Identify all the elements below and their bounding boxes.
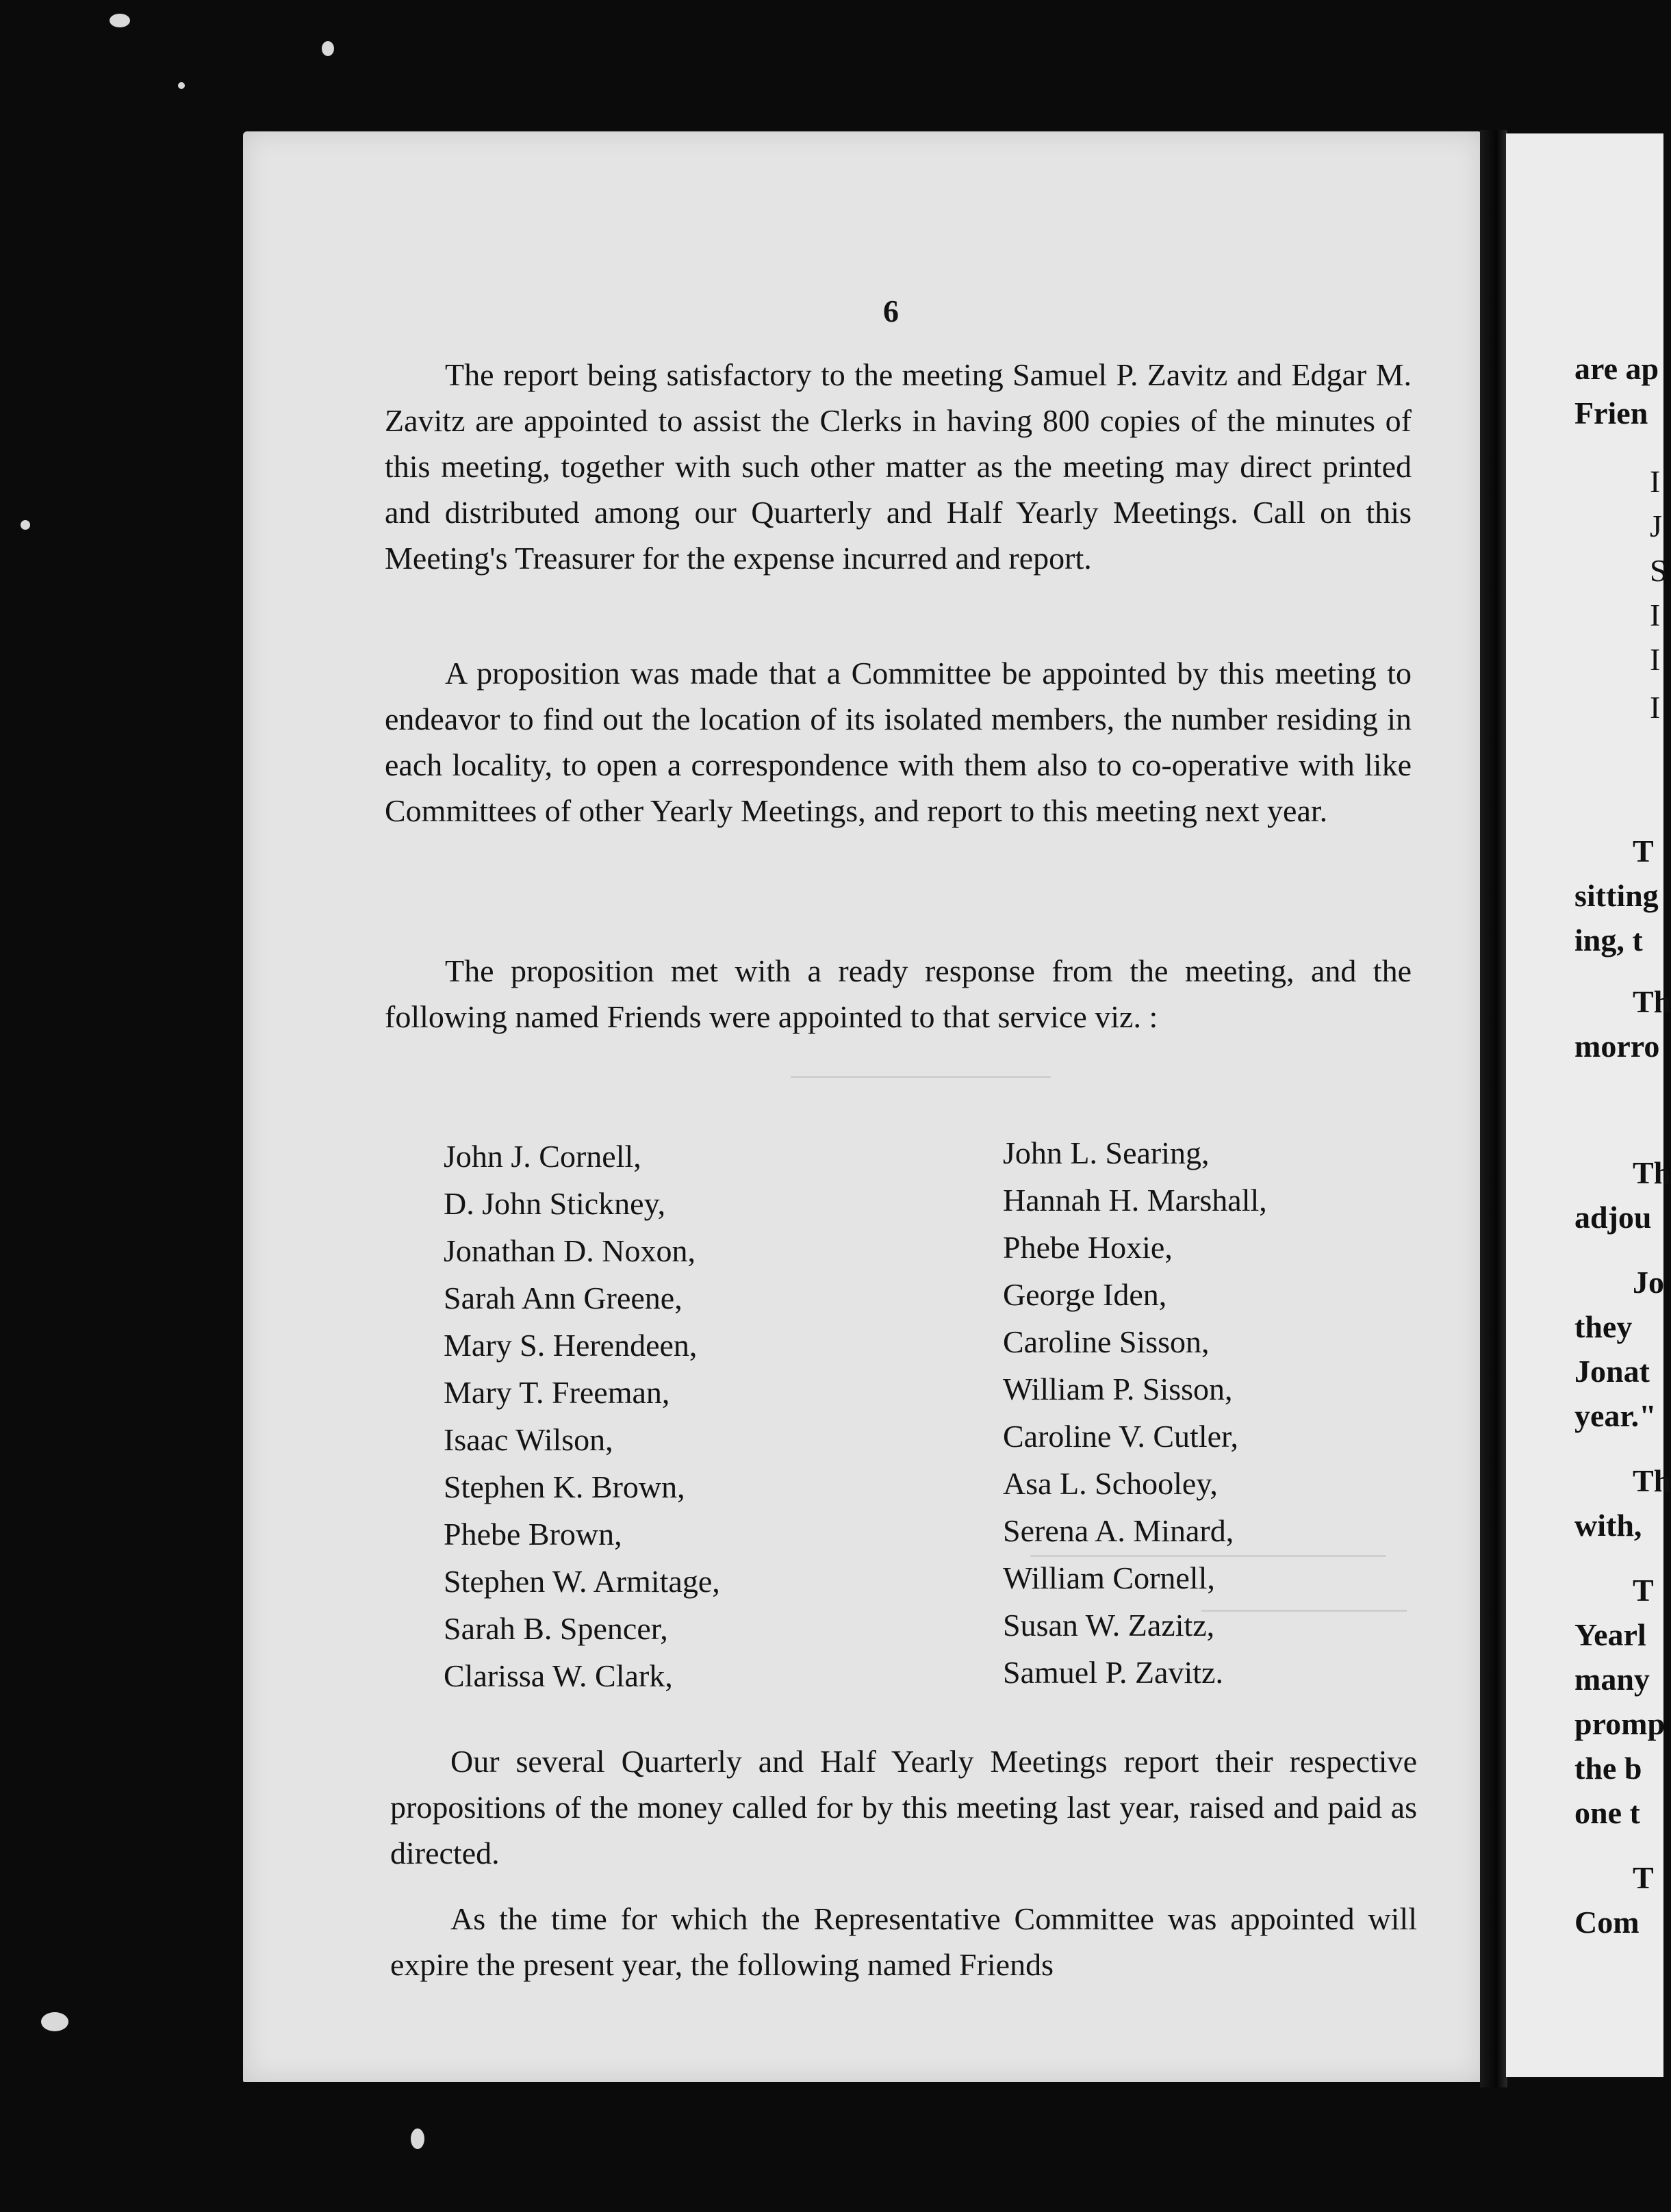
list-item: Stephen K. Brown,: [444, 1469, 685, 1504]
page-number: 6: [883, 294, 899, 329]
facing-page-fragment: T: [1633, 1860, 1654, 1895]
facing-page-fragment: T: [1633, 834, 1654, 869]
dust-speck: [41, 2012, 68, 2031]
dust-speck: [178, 82, 185, 89]
paragraph-quarterly: Our several Quarterly and Half Yearly Meetings report their respective propositions of the money called for by this meeting last year, raised and paid as directed.: [390, 1744, 1417, 1870]
dust-speck: [110, 14, 130, 27]
list-item: John J. Cornell,: [444, 1139, 641, 1174]
list-item: Serena A. Minard,: [1003, 1513, 1234, 1548]
list-item: Caroline V. Cutler,: [1003, 1419, 1238, 1454]
facing-page-fragment: adjou: [1574, 1200, 1652, 1235]
list-item: D. John Stickney,: [444, 1186, 666, 1221]
paragraph-representative: As the time for which the Representative Committee was appointed will expire the present year, the following named Friends: [390, 1901, 1417, 1982]
facing-page-fragment: sitting: [1574, 878, 1659, 913]
dust-speck: [322, 41, 334, 56]
facing-page-fragment: ing, t: [1574, 923, 1643, 957]
facing-page-fragment: I: [1650, 464, 1661, 499]
facing-page-fragment: Jo: [1633, 1265, 1664, 1300]
facing-page-fragment: I: [1650, 597, 1661, 632]
facing-page-fragment: S: [1650, 553, 1668, 588]
facing-page-fragment: year.": [1574, 1398, 1657, 1433]
paragraph-report: The report being satisfactory to the meeting Samuel P. Zavitz and Edgar M. Zavitz are appointed to assist the Clerks in having 800 copies of the minutes of this meeting, together with such other matter as the meeting may direct printed and distributed among our Quarterly and Half Yearly Meetings. Call on this Meeting's Treasurer for the expense incurred and report.: [385, 357, 1412, 576]
list-item: George Iden,: [1003, 1277, 1167, 1312]
dust-speck: [21, 520, 30, 530]
list-item: Mary S. Herendeen,: [444, 1328, 698, 1363]
list-item: Clarissa W. Clark,: [444, 1658, 673, 1693]
facing-page-fragment: many: [1574, 1662, 1650, 1697]
list-item: Mary T. Freeman,: [444, 1375, 670, 1410]
facing-page-fragment: they: [1574, 1309, 1633, 1344]
list-item: Hannah H. Marshall,: [1003, 1183, 1267, 1218]
list-item: Caroline Sisson,: [1003, 1324, 1210, 1359]
list-item: Sarah B. Spencer,: [444, 1611, 668, 1646]
facing-page-fragment: Yearl: [1574, 1617, 1646, 1652]
paragraph-response: The proposition met with a ready response from the meeting, and the following named Friends were appointed to that service viz. :: [385, 953, 1412, 1034]
facing-page-fragment: Jonat: [1574, 1354, 1650, 1389]
facing-page-fragment: Th: [1633, 1463, 1671, 1498]
list-item: Isaac Wilson,: [444, 1422, 613, 1457]
list-item: Samuel P. Zavitz.: [1003, 1655, 1223, 1690]
facing-page-fragment: I: [1650, 690, 1661, 725]
list-item: William Cornell,: [1003, 1560, 1215, 1595]
facing-page-fragment: are ap: [1574, 351, 1659, 386]
dust-speck: [411, 2129, 424, 2149]
facing-page-fragment: Th: [1633, 984, 1671, 1019]
facing-page-fragment: Frien: [1574, 396, 1648, 430]
list-item: John L. Searing,: [1003, 1135, 1210, 1170]
facing-page-fragment: I: [1650, 642, 1661, 677]
facing-page-fragment: J: [1650, 509, 1662, 543]
list-item: Susan W. Zazitz,: [1003, 1608, 1215, 1643]
committee-names-left: [444, 1133, 720, 1699]
list-item: Sarah Ann Greene,: [444, 1281, 683, 1315]
facing-page-fragment: Com: [1574, 1905, 1640, 1940]
facing-page-fragment: Th: [1633, 1155, 1671, 1190]
list-item: Phebe Hoxie,: [1003, 1230, 1173, 1265]
book-gutter: [1480, 130, 1507, 2087]
facing-page-fragment: with,: [1574, 1508, 1642, 1543]
list-item: Jonathan D. Noxon,: [444, 1233, 696, 1268]
committee-names-right: [1003, 1129, 1267, 1696]
facing-page-fragment: one t: [1574, 1795, 1640, 1830]
list-item: Asa L. Schooley,: [1003, 1466, 1218, 1501]
list-item: William P. Sisson,: [1003, 1372, 1233, 1406]
list-item: Stephen W. Armitage,: [444, 1564, 720, 1599]
facing-page-fragment: morro: [1574, 1029, 1660, 1064]
facing-page-fragment: promp: [1574, 1706, 1666, 1741]
facing-page-fragment: T: [1633, 1573, 1654, 1608]
facing-page-fragment: the b: [1574, 1751, 1642, 1786]
paragraph-proposition: A proposition was made that a Committee be appointed by this meeting to endeavor to find out the location of its isolated members, the number residing in each locality, to open a correspondence with them also to co-operative with like Committees of other Yearly Meetings, and report to this meeting next year.: [385, 656, 1412, 828]
list-item: Phebe Brown,: [444, 1517, 622, 1552]
bleed-through-line: [791, 1076, 1051, 1078]
